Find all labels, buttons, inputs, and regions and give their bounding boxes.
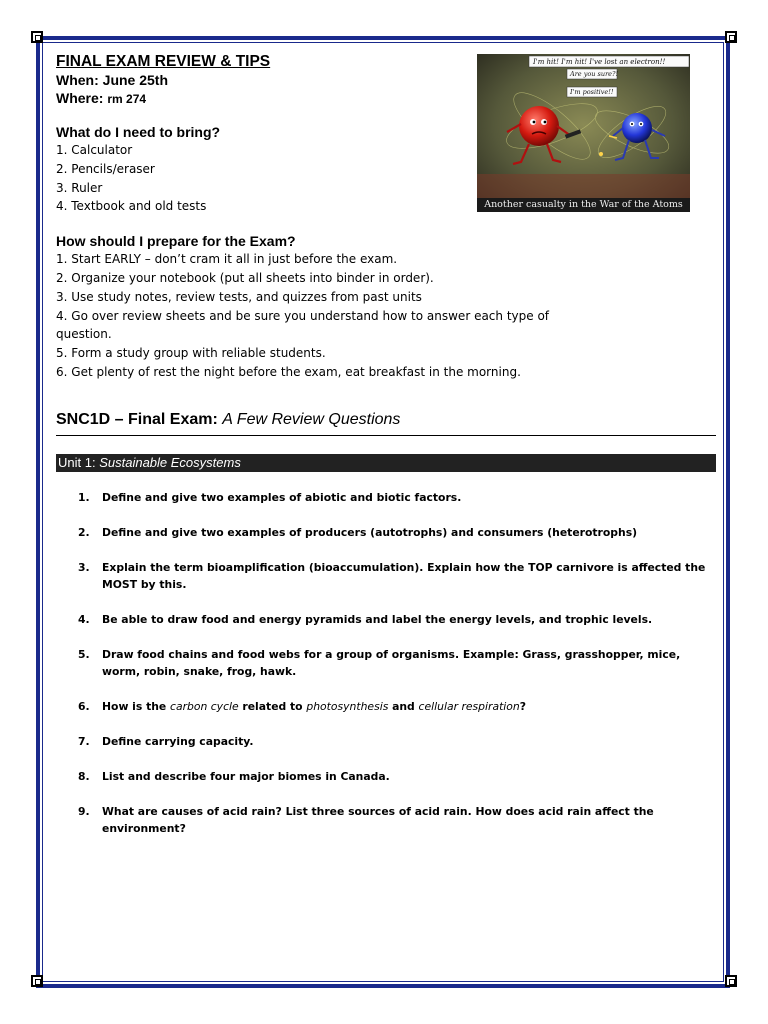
unit-name: Sustainable Ecosystems bbox=[99, 455, 241, 470]
question-text: Define and give two examples of abiotic and biotic factors. bbox=[102, 491, 462, 504]
question-term: cellular respiration bbox=[418, 700, 520, 713]
review-question bbox=[78, 646, 718, 680]
unit-label: Unit 1: bbox=[58, 455, 96, 470]
question-term: carbon cycle bbox=[170, 700, 239, 713]
question-text: Be able to draw food and energy pyramids and label the energy levels, and trophic levels. bbox=[102, 613, 653, 626]
exam-subtitle: A Few Review Questions bbox=[222, 411, 401, 428]
review-question-list bbox=[78, 489, 718, 837]
question-text: related to bbox=[238, 700, 307, 713]
review-question bbox=[78, 611, 718, 628]
prepare-item: 1. Start EARLY – don’t cram it all in just before the exam. bbox=[56, 252, 398, 267]
prepare-item: 6. Get plenty of rest the night before the exam, eat breakfast in the morning. bbox=[56, 364, 521, 379]
review-question bbox=[78, 733, 718, 750]
question-text: Explain the term bioamplification (bioaccumulation). Explain how the TOP carnivore is affected the MOST by this. bbox=[102, 561, 706, 591]
bubble-text: I'm hit! I'm hit! I've lost an electron!! bbox=[533, 58, 666, 66]
question-term: photosynthesis bbox=[306, 700, 389, 713]
review-question bbox=[78, 524, 718, 541]
page-title: FINAL EXAM REVIEW & TIPS bbox=[56, 53, 271, 70]
cartoon-caption: Another casualty in the War of the Atoms bbox=[477, 198, 690, 212]
cartoon-drawing bbox=[477, 54, 690, 212]
corner-ornament bbox=[31, 31, 43, 43]
where-label: Where: bbox=[56, 90, 104, 106]
bubble-text: I'm positive!! bbox=[570, 88, 614, 96]
question-text: Define and give two examples of producers (autotrophs) and consumers (heterotrophs) bbox=[102, 526, 638, 539]
exam-section-heading bbox=[56, 411, 716, 436]
question-text: List and describe four major biomes in Canada. bbox=[102, 770, 390, 783]
prepare-item: 2. Organize your notebook (put all sheets into binder in order). bbox=[56, 270, 434, 285]
bring-item: 2. Pencils/eraser bbox=[56, 161, 155, 176]
corner-ornament bbox=[725, 975, 737, 987]
review-question bbox=[78, 559, 718, 593]
question-number: 1. bbox=[78, 491, 90, 504]
question-text: How is the bbox=[102, 700, 171, 713]
question-number: 8. bbox=[78, 770, 90, 783]
question-number: 2. bbox=[78, 526, 90, 539]
review-question bbox=[78, 489, 718, 506]
bring-item: 4. Textbook and old tests bbox=[56, 199, 207, 214]
atom-war-cartoon bbox=[477, 54, 690, 212]
question-text: ? bbox=[519, 700, 527, 713]
exam-date: When: June 25th bbox=[56, 72, 169, 88]
bring-item: 3. Ruler bbox=[56, 180, 103, 195]
bubble-text: Are you sure?! bbox=[570, 70, 619, 78]
red-atom bbox=[519, 106, 559, 146]
prepare-heading: How should I prepare for the Exam? bbox=[56, 233, 296, 250]
blue-atom bbox=[622, 113, 652, 143]
question-text: What are causes of acid rain? List three sources of acid rain. How does acid rain affect the environment? bbox=[102, 805, 654, 835]
question-number: 9. bbox=[78, 805, 90, 818]
corner-ornament bbox=[725, 31, 737, 43]
question-number: 6. bbox=[78, 700, 90, 713]
question-number: 5. bbox=[78, 648, 90, 661]
question-number: 3. bbox=[78, 561, 90, 574]
review-question bbox=[78, 698, 718, 715]
question-text: Define carrying capacity. bbox=[102, 735, 254, 748]
prepare-item-continued: question. bbox=[56, 327, 112, 342]
prepare-item: 3. Use study notes, review tests, and quizzes from past units bbox=[56, 289, 422, 304]
bring-item: 1. Calculator bbox=[56, 143, 133, 157]
prepare-item: 4. Go over review sheets and be sure you understand how to answer each type of bbox=[56, 308, 550, 323]
question-number: 4. bbox=[78, 613, 90, 626]
corner-ornament bbox=[31, 975, 43, 987]
question-text: and bbox=[388, 700, 419, 713]
review-question bbox=[78, 768, 718, 785]
where-value: rm 274 bbox=[107, 92, 147, 106]
review-question bbox=[78, 803, 718, 837]
bring-heading: What do I need to bring? bbox=[56, 124, 221, 140]
question-number: 7. bbox=[78, 735, 90, 748]
course-exam-title: SNC1D – Final Exam: bbox=[56, 411, 218, 428]
question-text: Draw food chains and food webs for a group of organisms. Example: Grass, grasshopper, mice, worm, robin, snake, frog, hawk. bbox=[102, 648, 681, 678]
prepare-item: 5. Form a study group with reliable students. bbox=[56, 346, 326, 361]
unit-banner bbox=[56, 454, 716, 472]
